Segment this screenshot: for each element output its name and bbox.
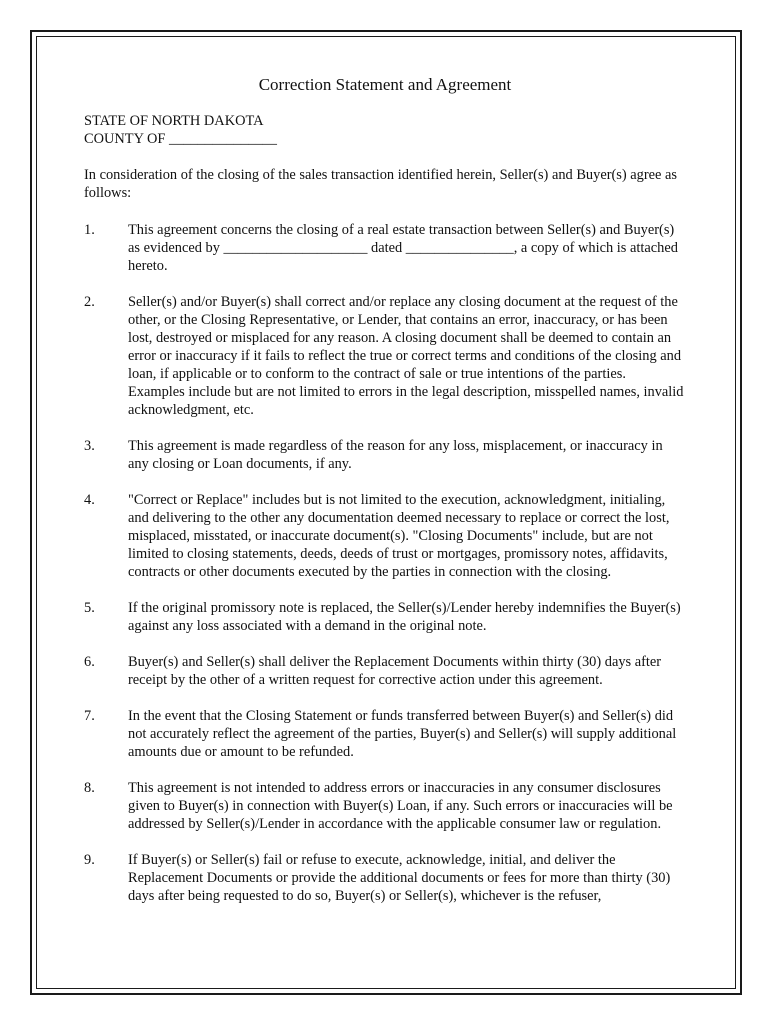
clause-text: "Correct or Replace" includes but is not limited to the execution, acknowledgment, initialing, and delivering to the other any documentation deemed necessary to replace or correct the lost, misplaced, misstated, or inaccurate document(s). "Closing Documents" include, but are not limited to closing statements, deeds, deeds of trust or mortgages, promissory notes, affidavits, contracts or other documents executed by the parties in connection with the closing. xyxy=(128,492,670,580)
state-line: STATE OF NORTH DAKOTA xyxy=(84,113,264,129)
clause-number: 4. xyxy=(84,492,95,508)
clause-text: In the event that the Closing Statement or funds transferred between Buyer(s) and Seller(s) did not accurately reflect the agreement of the parties, Buyer(s) and Seller(s) will supply additional amounts due or amount to be refunded. xyxy=(128,708,677,760)
clause-text: This agreement is not intended to address errors or inaccuracies in any consumer disclosures given to Buyer(s) in connection with Buyer(s) Loan, if any. Such errors or inaccuracies will be addressed by Seller(s)/Lender in accordance with the applicable consumer law or regulation. xyxy=(128,780,673,832)
clause-number: 3. xyxy=(84,438,95,454)
clause-text: Seller(s) and/or Buyer(s) shall correct and/or replace any closing document at the request of the other, or the Closing Representative, or Lender, that contains an error, inaccuracy, or has been lost, destroyed or misplaced for any reason. A closing document shall be deemed to contain an error or inaccuracy if it fails to reflect the true or correct terms and conditions of the closing and loan, if applicable or to conform to the contract of sale or true intentions of the parties. Examples include but are not limited to errors in the legal description, misspelled names, invalid acknowledgment, etc. xyxy=(128,294,684,418)
clause-item xyxy=(84,599,686,635)
clause-text: If Buyer(s) or Seller(s) fail or refuse to execute, acknowledge, initial, and deliver the Replacement Documents or provide the additional documents or fees for more than thirty (30) days after being requested to do so, Buyer(s) or Seller(s), whichever is the refuser, xyxy=(128,852,671,904)
clause-item xyxy=(84,437,686,473)
clause-number: 6. xyxy=(84,654,95,670)
clause-item xyxy=(84,707,686,761)
clause-item xyxy=(84,779,686,833)
clause-text: This agreement concerns the closing of a real estate transaction between Seller(s) and Buyer(s) as evidenced by ____________________ dated _______________, a copy of which is attached hereto. xyxy=(128,222,678,274)
intro-paragraph: In consideration of the closing of the sales transaction identified herein, Seller(s) and Buyer(s) agree as follows: xyxy=(84,167,678,201)
document-title: Correction Statement and Agreement xyxy=(258,75,512,94)
clause-item xyxy=(84,653,686,689)
clause-number: 1. xyxy=(84,222,95,238)
county-line: COUNTY OF _______________ xyxy=(84,131,277,147)
clause-text: Buyer(s) and Seller(s) shall deliver the Replacement Documents within thirty (30) days after receipt by the other of a written request for corrective action under this agreement. xyxy=(128,654,662,688)
clause-number: 2. xyxy=(84,294,95,310)
clause-number: 7. xyxy=(84,708,95,724)
clause-text: If the original promissory note is replaced, the Seller(s)/Lender hereby indemnifies the Buyer(s) against any loss associated with a demand in the original note. xyxy=(128,600,681,634)
clause-item xyxy=(84,293,686,419)
clause-text: This agreement is made regardless of the reason for any loss, misplacement, or inaccuracy in any closing or Loan documents, if any. xyxy=(128,438,663,472)
numbered-clauses xyxy=(84,221,686,923)
clause-item xyxy=(84,221,686,275)
clause-item xyxy=(84,491,686,581)
jurisdiction-block xyxy=(84,112,277,148)
clause-number: 5. xyxy=(84,600,95,616)
clause-number: 9. xyxy=(84,852,95,868)
clause-number: 8. xyxy=(84,780,95,796)
clause-item xyxy=(84,851,686,905)
